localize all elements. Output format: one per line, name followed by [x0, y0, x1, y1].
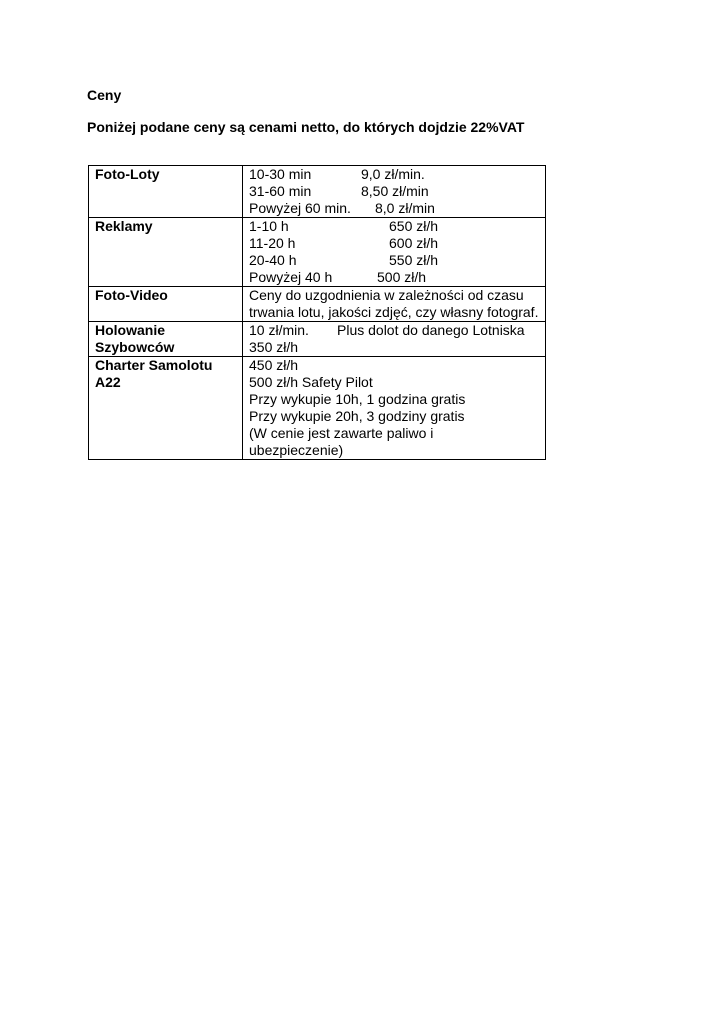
detail-line: 500 zł/h Safety Pilot — [249, 374, 373, 390]
price-text: 650 zł/h — [389, 218, 439, 234]
range-text: 1-10 h — [249, 218, 289, 234]
detail-line: ubezpieczenie) — [249, 442, 344, 458]
range-text: 20-40 h — [249, 252, 297, 268]
price-line — [249, 269, 545, 286]
price-text: 600 zł/h — [389, 235, 439, 251]
range-text: 10-30 min — [249, 166, 312, 182]
price-table — [88, 165, 546, 460]
price-text: 9,0 zł/min. — [361, 166, 425, 182]
table-row — [89, 287, 546, 322]
row-details — [243, 218, 546, 287]
price-line — [249, 322, 545, 339]
row-label-text: Szybowców — [95, 339, 175, 355]
row-label-text: Reklamy — [95, 218, 153, 234]
range-text: 11-20 h — [249, 235, 296, 251]
range-text: 31-60 min — [249, 183, 312, 199]
table-row — [89, 357, 546, 460]
row-details — [243, 166, 546, 218]
row-label — [89, 166, 243, 218]
row-label-text: Foto-Loty — [95, 166, 160, 182]
price-line — [249, 235, 545, 252]
table-row — [89, 218, 546, 287]
description-text: Ceny do uzgodnienia w zależności od czasu trwania lotu, jakości zdjęć, czy własny fotograf. — [249, 287, 539, 320]
price-line — [249, 166, 545, 183]
table-row — [89, 166, 546, 218]
detail-line: Przy wykupie 10h, 1 godzina gratis — [249, 391, 466, 407]
row-details — [243, 357, 546, 460]
price-line — [249, 218, 545, 235]
range-text: Powyżej 60 min. — [249, 200, 351, 216]
price-line — [249, 200, 545, 217]
row-label-text: Holowanie — [95, 322, 166, 338]
row-label — [89, 322, 243, 357]
detail-line: (W cenie jest zawarte paliwo i — [249, 425, 434, 441]
detail-line: Przy wykupie 20h, 3 godziny gratis — [249, 408, 465, 424]
price-line — [249, 339, 545, 356]
range-text: Powyżej 40 h — [249, 269, 333, 285]
price-text: 500 zł/h — [377, 269, 427, 285]
row-label-text: Foto-Video — [95, 287, 168, 303]
note-text: Plus dolot do danego Lotniska — [337, 322, 525, 338]
price-text: 8,50 zł/min — [361, 183, 429, 199]
row-label — [89, 218, 243, 287]
page-title: Ceny — [87, 87, 122, 103]
table-row — [89, 322, 546, 357]
row-label-text: A22 — [95, 374, 121, 390]
row-details — [243, 322, 546, 357]
row-details — [243, 287, 546, 322]
price-text: 10 zł/min. — [249, 322, 309, 338]
vat-note: Poniżej podane ceny są cenami netto, do których dojdzie 22%VAT — [87, 119, 525, 135]
row-label-text: Charter Samolotu — [95, 357, 213, 373]
row-label — [89, 287, 243, 322]
row-label — [89, 357, 243, 460]
price-line — [249, 252, 545, 269]
detail-line: 450 zł/h — [249, 357, 299, 373]
price-text: 350 zł/h — [249, 339, 299, 355]
price-text: 550 zł/h — [389, 252, 439, 268]
price-text: 8,0 zł/min — [375, 200, 435, 216]
price-line — [249, 183, 545, 200]
